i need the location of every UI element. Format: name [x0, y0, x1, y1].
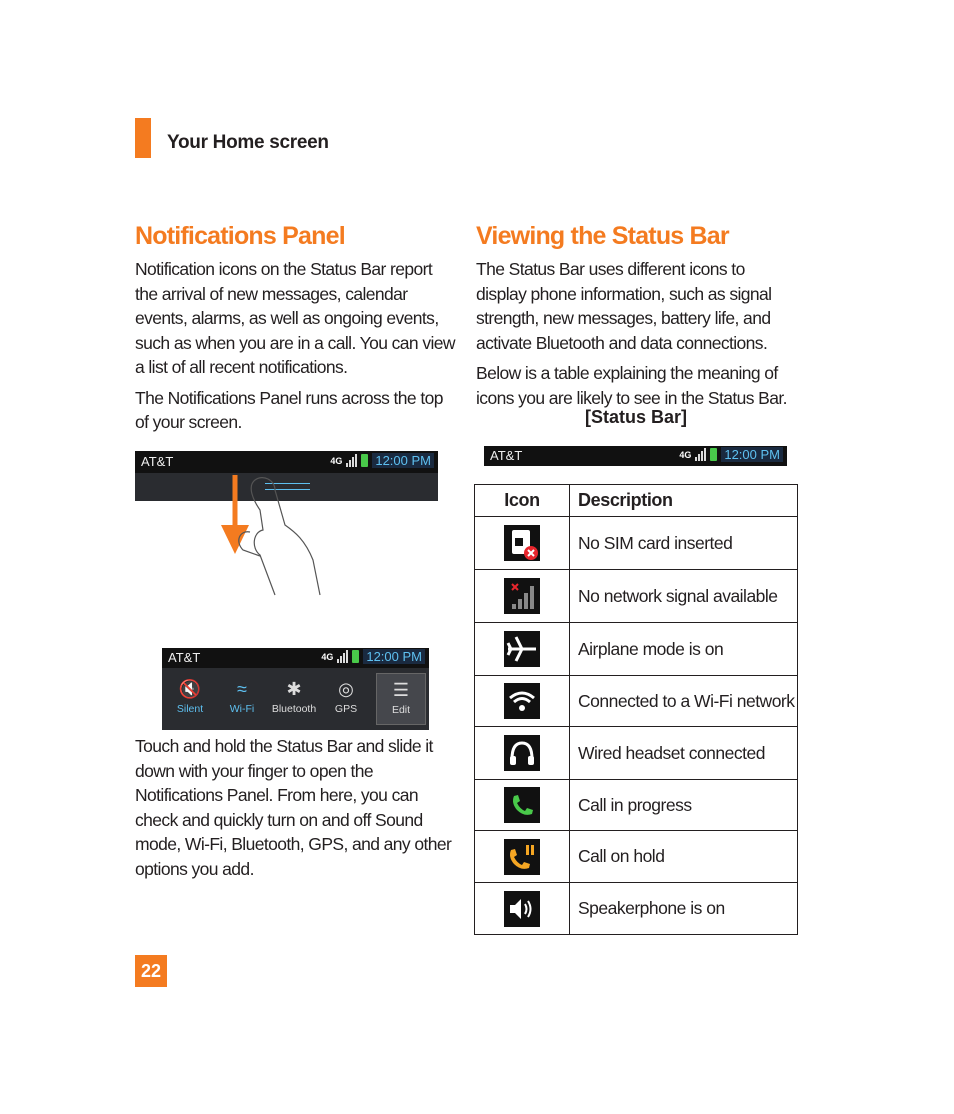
left-intro-text: [135, 257, 455, 441]
page-number: 22: [135, 955, 167, 987]
carrier-label: AT&T: [168, 650, 201, 665]
no-sim-icon: [504, 525, 540, 561]
quick-setting-bluetooth[interactable]: [268, 673, 320, 725]
paragraph: The Status Bar uses different icons to display phone information, such as signal strength, new messages, battery life, and activate Bluetooth and data connections.: [476, 259, 772, 353]
quick-setting-label: Edit: [391, 704, 411, 716]
airplane-icon: [504, 631, 540, 667]
table-row: [475, 883, 798, 935]
quick-setting-gps[interactable]: [320, 673, 372, 725]
drag-gesture-illustration: [135, 470, 335, 605]
row-description: No network signal available: [570, 570, 798, 623]
speakerphone-icon: [504, 891, 540, 927]
bluetooth-icon: ✱: [286, 679, 302, 699]
arrow-down-icon: [221, 525, 249, 554]
status-icons-table: [474, 484, 798, 935]
paragraph: Below is a table explaining the meaning of icons you are likely to see in the Status Bar.: [476, 363, 787, 408]
status-bar-example: [484, 446, 787, 466]
table-header-row: [475, 485, 798, 517]
row-description: Airplane mode is on: [570, 623, 798, 676]
right-intro-text: [476, 257, 794, 416]
finger-hand-icon: [239, 478, 320, 595]
quick-setting-edit[interactable]: [376, 673, 426, 725]
quick-settings-panel: [162, 668, 429, 730]
status-bar-caption: [Status Bar]: [584, 407, 687, 427]
table-row: [475, 780, 798, 831]
call-icon: [504, 787, 540, 823]
clock-label: 12:00 PM: [363, 649, 425, 664]
row-description: Connected to a Wi-Fi network: [570, 676, 798, 727]
carrier-label: AT&T: [141, 454, 174, 469]
battery-icon: [710, 448, 717, 461]
icon-column-header: Icon: [475, 485, 570, 517]
lte-icon: 4G: [330, 455, 343, 466]
paragraph: Notification icons on the Status Bar report the arrival of new messages, calendar events, alarms, as well as ongoing events, such as when you are in a call. You can view a list of all recent notifications.: [135, 259, 455, 377]
row-description: Call in progress: [570, 780, 798, 831]
paragraph: Touch and hold the Status Bar and slide it down with your finger to open the Notifications Panel. From here, you can check and quickly turn on and off Sound mode, Wi-Fi, Bluetooth, GPS, and any other options you add.: [135, 736, 452, 879]
lte-icon: 4G: [679, 449, 692, 460]
notifications-panel-heading: Notifications Panel: [135, 222, 345, 250]
gps-icon: ◎: [338, 679, 354, 699]
section-title: Your Home screen: [167, 132, 329, 153]
headset-icon: [504, 735, 540, 771]
left-instructions-text: [135, 734, 455, 887]
status-bar-heading: Viewing the Status Bar: [476, 222, 729, 250]
lte-icon: 4G: [321, 651, 334, 662]
table-row: [475, 517, 798, 570]
wifi-icon: ≈: [237, 679, 247, 699]
signal-icon: [695, 448, 706, 461]
muted-speaker-icon: 🔇: [178, 679, 202, 699]
row-description: Call on hold: [570, 831, 798, 883]
quick-setting-silent[interactable]: [164, 673, 216, 725]
signal-icon: [346, 454, 357, 467]
no-signal-icon: [504, 578, 540, 614]
clock-label: 12:00 PM: [372, 453, 434, 468]
quick-setting-label: GPS: [334, 703, 358, 715]
table-row: [475, 727, 798, 780]
signal-icon: [337, 650, 348, 663]
battery-icon: [352, 650, 359, 663]
wifi-icon: [504, 683, 540, 719]
row-description: Wired headset connected: [570, 727, 798, 780]
section-accent-bar: [135, 118, 151, 158]
clock-label: 12:00 PM: [721, 447, 783, 462]
table-row: [475, 676, 798, 727]
table-row: [475, 831, 798, 883]
quick-setting-label: Bluetooth: [271, 703, 317, 715]
battery-icon: [361, 454, 368, 467]
carrier-label: AT&T: [490, 448, 523, 463]
table-row: [475, 570, 798, 623]
description-column-header: Description: [570, 485, 798, 517]
edit-list-icon: ☰: [392, 680, 410, 700]
quick-setting-label: Wi-Fi: [229, 703, 255, 715]
table-row: [475, 623, 798, 676]
row-description: Speakerphone is on: [570, 883, 798, 935]
quick-setting-wifi[interactable]: [216, 673, 268, 725]
row-description: No SIM card inserted: [570, 517, 798, 570]
call-hold-icon: [504, 839, 540, 875]
paragraph: The Notifications Panel runs across the top of your screen.: [135, 387, 443, 432]
panel-status-bar: [162, 648, 429, 668]
quick-setting-label: Silent: [176, 703, 204, 715]
